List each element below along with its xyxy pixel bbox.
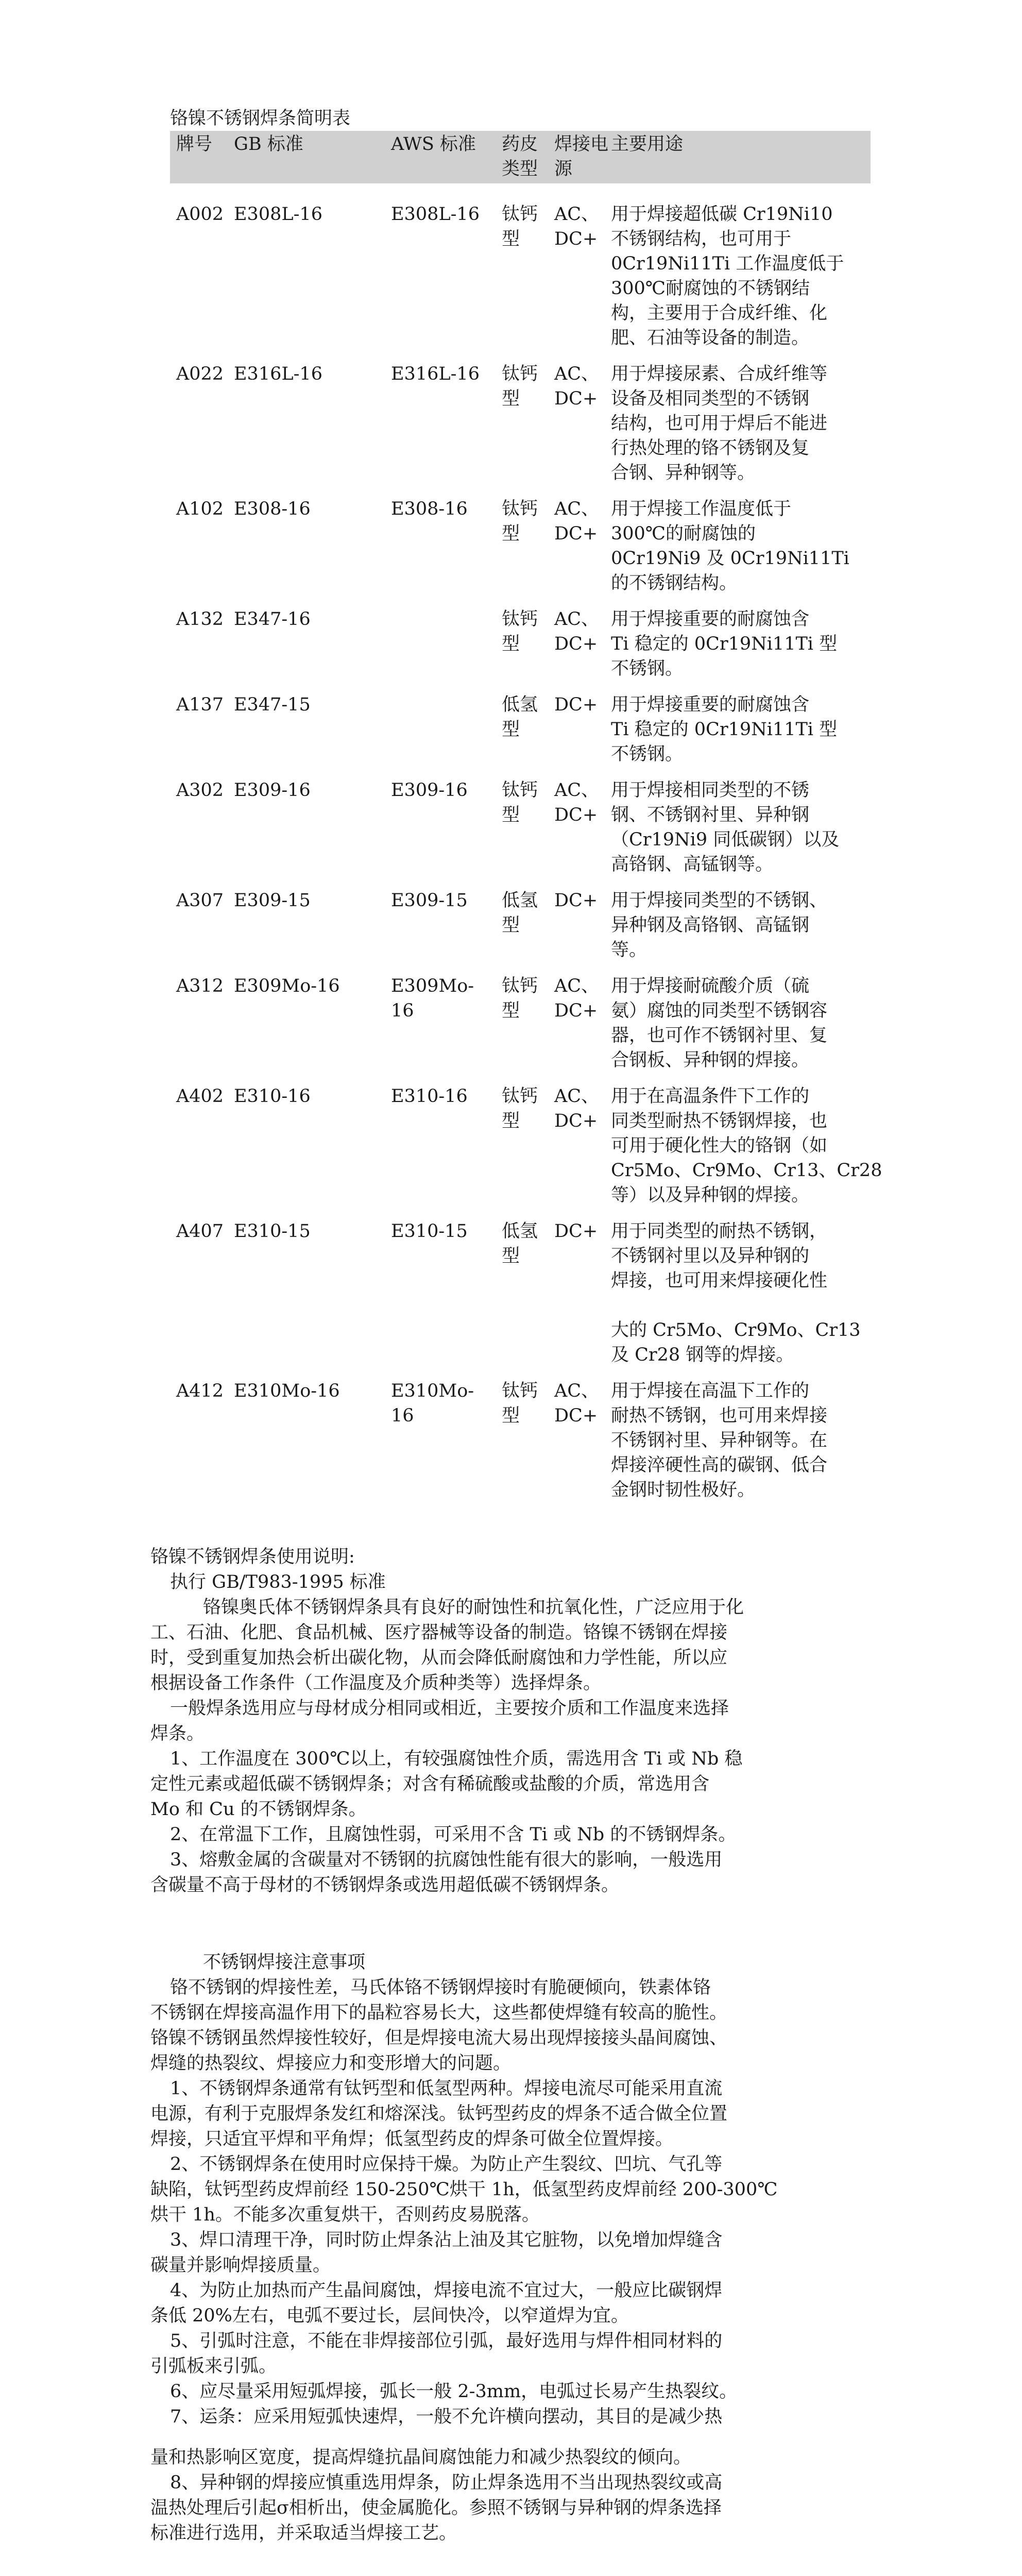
cell-gb-standard: E347-15 <box>234 694 311 715</box>
cell-aws-standard: E309-16 <box>391 780 468 801</box>
cell-brand: A102 <box>176 499 224 519</box>
cell-power-source-line: AC、 <box>554 364 600 384</box>
cell-main-use-line: 用于焊接重要的耐腐蚀含 <box>611 609 810 630</box>
cell-main-use-line: 不锈钢结构，也可用于 <box>611 229 792 249</box>
table-row <box>170 681 871 767</box>
cell-main-use-line: 合钢、异种钢等。 <box>611 463 756 483</box>
table-row <box>170 1073 871 1208</box>
header-power-line: 源 <box>554 159 573 179</box>
table-row <box>170 767 871 877</box>
cell-main-use-line: 用于焊接尿素、合成纤维等 <box>611 364 828 384</box>
cell-main-use-line: 氨）腐蚀的同类型不锈钢容 <box>611 1001 828 1021</box>
cell-coating-type-line: 型 <box>502 1246 520 1266</box>
cell-power-source-line: AC、 <box>554 609 600 630</box>
cell-gb-standard: E308L-16 <box>234 204 322 225</box>
notes-paragraph-line: 电源，有利于克服焊条发红和熔深浅。钛钙型药皮的焊条不适合做全位置 <box>150 2104 728 2124</box>
cell-main-use-line: 设备及相同类型的不锈钢 <box>611 388 810 409</box>
cell-coating-type-line: 钛钙 <box>502 204 538 225</box>
cell-main-use-line: 构，主要用于合成纤维、化 <box>611 303 828 324</box>
notes-paragraph-line: 碳量并影响焊接质量。 <box>150 2255 331 2276</box>
cell-power-source-line: DC+ <box>554 1001 598 1021</box>
header-use: 主要用途 <box>611 134 684 155</box>
usage-standard: 执行 GB/T983-1995 标准 <box>170 1572 386 1592</box>
cell-power-source-line: DC+ <box>554 634 598 654</box>
notes-section <box>150 1950 892 2546</box>
cell-power-source <box>548 767 605 877</box>
table-body <box>170 183 882 1502</box>
cell-main-use-line: 不锈钢衬里、异种钢等。在 <box>611 1430 828 1451</box>
notes-paragraph-line: 量和热影响区宽度，提高焊缝抗晶间腐蚀能力和减少热裂纹的倾向。 <box>150 2447 692 2468</box>
cell-coating-type-line: 钛钙 <box>502 1086 538 1107</box>
cell-brand: A002 <box>176 204 224 225</box>
cell-main-use-line: 焊接，也可用来焊接硬化性 <box>611 1270 828 1291</box>
cell-main-use <box>605 183 871 350</box>
cell-main-use-line: Ti 稳定的 0Cr19Ni11Ti 型 <box>611 634 838 654</box>
cell-aws-standard: E310Mo-16 <box>391 1381 474 1426</box>
cell-coating-type-line: 型 <box>502 915 520 936</box>
cell-power-source-line: DC+ <box>554 1405 598 1426</box>
cell-brand: A302 <box>176 780 224 801</box>
cell-coating-type <box>496 1367 548 1502</box>
notes-body <box>150 1975 892 2546</box>
cell-main-use <box>605 962 871 1073</box>
cell-main-use-line: 钢、不锈钢衬里、异种钢 <box>611 805 810 825</box>
cell-coating-type-line: 钛钙 <box>502 499 538 519</box>
cell-power-source <box>548 681 605 767</box>
cell-main-use <box>605 681 871 767</box>
cell-main-use-line: 不锈钢。 <box>611 744 684 765</box>
cell-power-source <box>548 877 605 962</box>
cell-coating-type-line: 型 <box>502 805 520 825</box>
usage-paragraph-line: 焊条。 <box>150 1723 205 1744</box>
notes-paragraph-line: 6、应尽量采用短弧焊接，弧长一般 2-3mm，电弧过长易产生热裂纹。 <box>170 2381 738 2402</box>
cell-aws-standard: E308-16 <box>391 499 468 519</box>
cell-aws-standard <box>385 681 496 767</box>
cell-main-use-line: 等。 <box>611 940 648 960</box>
cell-main-use-line: Ti 稳定的 0Cr19Ni11Ti 型 <box>611 719 838 740</box>
cell-power-source-line: DC+ <box>554 1221 598 1242</box>
cell-power-source-line: AC、 <box>554 780 600 801</box>
cell-power-source-line: AC、 <box>554 204 600 225</box>
cell-main-use-line: 异种钢及高铬钢、高锰钢 <box>611 915 810 936</box>
cell-power-source <box>548 1208 605 1367</box>
cell-coating-type-line: 型 <box>502 229 520 249</box>
cell-main-use-line: 用于焊接耐硫酸介质（硫 <box>611 976 810 996</box>
cell-gb-standard: E309-16 <box>234 780 311 801</box>
paragraph-gap <box>150 2430 892 2445</box>
header-coating-line: 药皮 <box>502 134 538 155</box>
cell-coating-type-line: 型 <box>502 1405 520 1426</box>
cell-aws-standard: E316L-16 <box>391 364 480 384</box>
usage-paragraph-line: 一般焊条选用应与母材成分相同或相近，主要按介质和工作温度来选择 <box>170 1698 729 1719</box>
cell-power-source <box>548 596 605 681</box>
notes-paragraph-line: 2、不锈钢焊条在使用时应保持干燥。为防止产生裂纹、凹坑、气孔等 <box>170 2154 723 2175</box>
cell-brand: A022 <box>176 364 224 384</box>
electrode-table <box>170 131 882 1502</box>
usage-paragraph-line: 1、工作温度在 300℃以上，有较强腐蚀性介质，需选用含 Ti 或 Nb 稳 <box>170 1749 743 1769</box>
cell-main-use-line: 焊接淬硬性高的碳钢、低合 <box>611 1455 828 1476</box>
cell-main-use-line: 金钢时韧性极好。 <box>611 1480 756 1500</box>
usage-paragraph-line: Mo 和 Cu 的不锈钢焊条。 <box>150 1799 367 1820</box>
cell-main-use-line: 结构，也可用于焊后不能进 <box>611 413 828 434</box>
notes-paragraph-line: 1、不锈钢焊条通常有钛钙型和低氢型两种。焊接电流尽可能采用直流 <box>170 2078 723 2099</box>
cell-main-use-line: 用于在高温条件下工作的 <box>611 1086 810 1107</box>
cell-main-use-line: 同类型耐热不锈钢焊接，也 <box>611 1111 828 1131</box>
cell-coating-type-line: 型 <box>502 634 520 654</box>
cell-main-use-line: 用于焊接工作温度低于 <box>611 499 792 519</box>
cell-brand: A307 <box>176 890 224 911</box>
table-row <box>170 485 871 596</box>
notes-paragraph-line: 5、引弧时注意，不能在非焊接部位引弧，最好选用与焊件相同材料的 <box>170 2331 723 2351</box>
cell-main-use-line: 大的 Cr5Mo、Cr9Mo、Cr13 <box>611 1320 861 1341</box>
cell-main-use-line: 等）以及异种钢的焊接。 <box>611 1185 810 1206</box>
usage-paragraph-line: 工、石油、化肥、食品机械、医疗器械等设备的制造。铬镍不锈钢在焊接 <box>150 1622 728 1643</box>
cell-main-use-line: 器，也可作不锈钢衬里、复 <box>611 1025 828 1046</box>
cell-aws-standard: E309-15 <box>391 890 468 911</box>
notes-paragraph-line: 缺陷，钛钙型药皮焊前经 150-250℃烘干 1h，低氢型药皮焊前经 200-300℃ <box>150 2179 778 2200</box>
usage-body <box>150 1595 892 1898</box>
cell-power-source-line: DC+ <box>554 890 598 911</box>
header-power-line: 焊接电 <box>554 134 609 155</box>
cell-main-use-line: 可用于硬化性大的铬钢（如 <box>611 1136 828 1156</box>
table-row <box>170 1367 871 1502</box>
cell-power-source-line: DC+ <box>554 523 598 544</box>
cell-aws-standard: E309Mo-16 <box>391 976 474 1021</box>
cell-main-use-line: 高铬钢、高锰钢等。 <box>611 854 774 875</box>
cell-main-use-line: 用于焊接超低碳 Cr19Ni10 <box>611 204 833 225</box>
cell-gb-standard: E309Mo-16 <box>234 976 340 996</box>
cell-power-source-line: DC+ <box>554 805 598 825</box>
notes-paragraph-line: 4、为防止加热而产生晶间腐蚀，焊接电流不宜过大，一般应比碳钢焊 <box>170 2280 723 2301</box>
cell-gb-standard: E316L-16 <box>234 364 322 384</box>
cell-power-source-line: DC+ <box>554 388 598 409</box>
cell-main-use-line: 耐热不锈钢，也可用来焊接 <box>611 1405 828 1426</box>
notes-paragraph-line: 烘干 1h。不能多次重复烘干，否则药皮易脱落。 <box>150 2205 540 2225</box>
cell-aws-standard: E308L-16 <box>391 204 480 225</box>
cell-brand: A137 <box>176 694 224 715</box>
cell-power-source-line: AC、 <box>554 499 600 519</box>
cell-main-use-line: 的不锈钢结构。 <box>611 573 738 594</box>
header-power <box>548 131 609 183</box>
cell-coating-type-line: 钛钙 <box>502 1381 538 1401</box>
cell-aws-standard: E310-15 <box>391 1221 468 1242</box>
usage-paragraph-line: 含碳量不高于母材的不锈钢焊条或选用超低碳不锈钢焊条。 <box>150 1875 620 1895</box>
cell-gb-standard: E310-16 <box>234 1086 311 1107</box>
cell-coating-type <box>496 767 548 877</box>
cell-brand: A132 <box>176 609 224 630</box>
cell-coating-type <box>496 183 548 350</box>
cell-main-use-line: 用于焊接重要的耐腐蚀含 <box>611 694 810 715</box>
table-header-row <box>170 131 871 183</box>
notes-paragraph-line: 8、异种钢的焊接应慎重选用焊条，防止焊条选用不当出现热裂纹或高 <box>170 2472 723 2493</box>
header-coating <box>496 131 548 183</box>
cell-power-source-line: DC+ <box>554 229 598 249</box>
usage-paragraph-line: 时，受到重复加热会析出碳化物，从而会降低耐腐蚀和力学性能，所以应 <box>150 1648 728 1668</box>
header-coating-line: 类型 <box>502 159 538 179</box>
cell-coating-type-line: 型 <box>502 719 520 740</box>
table-row <box>170 350 871 485</box>
cell-main-use <box>605 485 871 596</box>
cell-power-source-line: AC、 <box>554 1381 600 1401</box>
usage-section <box>150 1545 892 1898</box>
cell-power-source <box>548 350 605 485</box>
electrode-table-container <box>170 131 882 1502</box>
cell-main-use-line: 合钢板、异种钢的焊接。 <box>611 1050 810 1071</box>
cell-main-use-line: 0Cr19Ni11Ti 工作温度低于 <box>611 253 844 274</box>
usage-paragraph-line: 铬镍奥氏体不锈钢焊条具有良好的耐蚀性和抗氧化性，广泛应用于化 <box>203 1597 744 1618</box>
cell-main-use-line <box>611 1293 868 1318</box>
table-row <box>170 962 871 1073</box>
table-row <box>170 183 871 350</box>
cell-gb-standard: E309-15 <box>234 890 311 911</box>
cell-aws-standard: E310-16 <box>391 1086 468 1107</box>
notes-paragraph-line: 焊缝的热裂纹、焊接应力和变形增大的问题。 <box>150 2053 512 2074</box>
cell-coating-type-line: 钛钙 <box>502 780 538 801</box>
cell-main-use-line: 用于同类型的耐热不锈钢， <box>611 1221 828 1242</box>
cell-main-use-line: 用于焊接在高温下工作的 <box>611 1381 810 1401</box>
cell-main-use <box>605 596 871 681</box>
cell-power-source-line: AC、 <box>554 1086 600 1107</box>
cell-main-use <box>605 350 871 485</box>
cell-coating-type-line: 型 <box>502 388 520 409</box>
cell-aws-standard <box>385 596 496 681</box>
cell-power-source-line: DC+ <box>554 694 598 715</box>
notes-paragraph-line: 铬不锈钢的焊接性差，马氏体铬不锈钢焊接时有脆硬倾向，铁素体铬 <box>170 1977 711 1998</box>
notes-paragraph-line: 焊接，只适宜平焊和平角焊；低氢型药皮的焊条可做全位置焊接。 <box>150 2129 674 2149</box>
cell-main-use-line: 及 Cr28 钢等的焊接。 <box>611 1345 794 1365</box>
header-aws: AWS 标准 <box>391 134 476 155</box>
cell-power-source-line: AC、 <box>554 976 600 996</box>
cell-coating-type <box>496 485 548 596</box>
cell-main-use <box>605 1208 871 1367</box>
cell-coating-type <box>496 962 548 1073</box>
cell-main-use-line: 0Cr19Ni9 及 0Cr19Ni11Ti <box>611 548 849 569</box>
cell-coating-type <box>496 596 548 681</box>
header-gb: GB 标准 <box>234 134 303 155</box>
cell-power-source <box>548 1073 605 1208</box>
notes-paragraph-line: 7、运条：应采用短弧快速焊，一般不允许横向摆动，其目的是减少热 <box>170 2406 723 2427</box>
cell-gb-standard: E310-15 <box>234 1221 311 1242</box>
cell-main-use-line: 行热处理的铬不锈钢及复 <box>611 438 810 459</box>
table-row <box>170 877 871 962</box>
notes-paragraph-line: 铬镍不锈钢虽然焊接性较好，但是焊接电流大易出现焊接接头晶间腐蚀、 <box>150 2028 728 2048</box>
notes-paragraph-line: 3、焊口清理干净，同时防止焊条沾上油及其它脏物，以免增加焊缝含 <box>170 2230 723 2250</box>
cell-power-source <box>548 962 605 1073</box>
usage-heading: 铬镍不锈钢焊条使用说明: <box>150 1547 355 1567</box>
cell-main-use <box>605 1367 871 1502</box>
cell-main-use-line: 肥、石油等设备的制造。 <box>611 328 810 348</box>
cell-main-use <box>605 877 871 962</box>
cell-coating-type <box>496 877 548 962</box>
cell-gb-standard: E308-16 <box>234 499 311 519</box>
usage-paragraph-line: 3、熔敷金属的含碳量对不锈钢的抗腐蚀性能有很大的影响，一般选用 <box>170 1850 723 1870</box>
usage-paragraph-line: 2、在常温下工作，且腐蚀性弱，可采用不含 Ti 或 Nb 的不锈钢焊条。 <box>170 1824 737 1845</box>
cell-coating-type-line: 钛钙 <box>502 976 538 996</box>
cell-coating-type <box>496 350 548 485</box>
cell-main-use-line: 300℃的耐腐蚀的 <box>611 523 756 544</box>
header-brand: 牌号 <box>176 134 213 155</box>
cell-coating-type-line: 钛钙 <box>502 364 538 384</box>
cell-coating-type-line: 型 <box>502 1111 520 1131</box>
cell-coating-type <box>496 1208 548 1367</box>
cell-coating-type-line: 低氢 <box>502 890 538 911</box>
cell-brand: A402 <box>176 1086 224 1107</box>
cell-coating-type-line: 型 <box>502 1001 520 1021</box>
cell-coating-type <box>496 1073 548 1208</box>
cell-main-use-line: 不锈钢。 <box>611 658 684 679</box>
notes-paragraph-line: 条低 20%左右，电弧不要过长，层间快冷，以窄道焊为宜。 <box>150 2306 629 2326</box>
notes-paragraph-line: 不锈钢在焊接高温作用下的晶粒容易长大，这些都使焊缝有较高的脆性。 <box>150 2003 728 2023</box>
cell-gb-standard: E347-16 <box>234 609 311 630</box>
cell-coating-type-line: 低氢 <box>502 694 538 715</box>
notes-paragraph-line: 标准进行选用，并采取适当焊接工艺。 <box>150 2523 457 2544</box>
cell-brand: A407 <box>176 1221 224 1242</box>
cell-main-use <box>605 767 871 877</box>
cell-gb-standard: E310Mo-16 <box>234 1381 340 1401</box>
cell-main-use-line: 用于焊接相同类型的不锈 <box>611 780 810 801</box>
notes-paragraph-line: 温热处理后引起σ相析出，使金属脆化。参照不锈钢与异种钢的焊条选择 <box>150 2498 722 2518</box>
cell-main-use-line: 300℃耐腐蚀的不锈钢结 <box>611 278 810 299</box>
cell-coating-type-line: 低氢 <box>502 1221 538 1242</box>
cell-brand: A312 <box>176 976 224 996</box>
cell-brand: A412 <box>176 1381 224 1401</box>
table-row <box>170 1208 871 1367</box>
cell-main-use-line: Cr5Mo、Cr9Mo、Cr13、Cr28 <box>611 1160 882 1181</box>
cell-coating-type-line: 型 <box>502 523 520 544</box>
cell-main-use-line: 不锈钢衬里以及异种钢的 <box>611 1246 810 1266</box>
cell-main-use <box>605 1073 882 1208</box>
cell-coating-type <box>496 681 548 767</box>
table-title: 铬镍不锈钢焊条简明表 <box>170 108 351 129</box>
cell-coating-type-line: 钛钙 <box>502 609 538 630</box>
cell-main-use-line: （Cr19Ni9 同低碳钢）以及 <box>611 829 840 850</box>
usage-paragraph-line: 根据设备工作条件（工作温度及介质种类等）选择焊条。 <box>150 1673 602 1693</box>
cell-power-source <box>548 183 605 350</box>
cell-power-source <box>548 485 605 596</box>
table-row <box>170 596 871 681</box>
usage-paragraph-line: 定性元素或超低碳不锈钢焊条；对含有稀硫酸或盐酸的介质，常选用含 <box>150 1774 710 1794</box>
cell-power-source <box>548 1367 605 1502</box>
cell-main-use-line: 用于焊接同类型的不锈钢、 <box>611 890 828 911</box>
cell-power-source-line: DC+ <box>554 1111 598 1131</box>
notes-paragraph-line: 引弧板来引弧。 <box>150 2356 277 2377</box>
notes-heading: 不锈钢焊接注意事项 <box>203 1952 366 1973</box>
